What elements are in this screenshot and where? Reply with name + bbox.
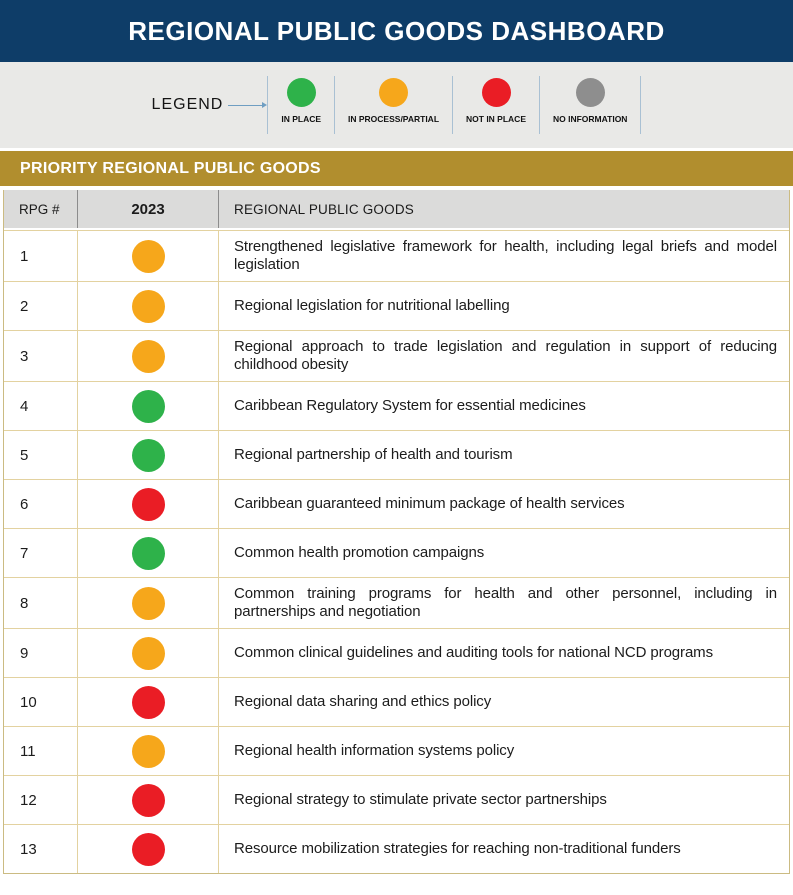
in-process-dot-icon	[132, 587, 165, 620]
rpg-number-cell: 13	[4, 825, 78, 873]
status-cell	[78, 382, 219, 430]
section-header-bar	[0, 151, 793, 186]
rpg-description-cell	[219, 578, 789, 628]
rpg-description: Common training programs for health and other personnel, including in partnerships and negotiation	[234, 585, 777, 620]
table-header-row	[4, 190, 789, 230]
status-cell	[78, 727, 219, 775]
rpg-description-cell	[219, 776, 789, 824]
status-cell	[78, 529, 219, 577]
status-cell	[78, 431, 219, 479]
status-cell	[78, 825, 219, 873]
table-row	[4, 775, 789, 824]
table-row	[4, 281, 789, 330]
legend-item	[334, 76, 452, 134]
rpg-description: Regional health information systems policy	[234, 742, 515, 759]
not-in-place-dot-icon	[482, 78, 511, 107]
status-cell	[78, 282, 219, 330]
rpg-description: Regional partnership of health and tourism	[234, 446, 513, 463]
rpg-description-cell	[219, 431, 789, 479]
rpg-number-cell: 9	[4, 629, 78, 677]
rpg-description: Regional data sharing and ethics policy	[234, 693, 492, 710]
legend-label: LEGEND	[151, 96, 224, 113]
rpg-number-cell: 12	[4, 776, 78, 824]
rpg-number-cell: 5	[4, 431, 78, 479]
column-header-rpg-number: RPG #	[4, 190, 78, 228]
table-row	[4, 726, 789, 775]
not-in-place-dot-icon	[132, 686, 165, 719]
status-cell	[78, 331, 219, 381]
in-process-dot-icon	[132, 340, 165, 373]
rpg-description: Regional legislation for nutritional labelling	[234, 297, 510, 314]
in-process-dot-icon	[379, 78, 408, 107]
table-body	[4, 230, 789, 873]
table-row	[4, 577, 789, 628]
not-in-place-dot-icon	[132, 488, 165, 521]
rpg-number-cell: 11	[4, 727, 78, 775]
in-place-dot-icon	[132, 537, 165, 570]
rpg-number-cell: 3	[4, 331, 78, 381]
rpg-description-cell	[219, 331, 789, 381]
rpg-number-cell: 2	[4, 282, 78, 330]
in-place-dot-icon	[132, 439, 165, 472]
table-row	[4, 330, 789, 381]
legend-items	[267, 76, 641, 134]
not-in-place-dot-icon	[132, 784, 165, 817]
dashboard-title-bar	[0, 0, 793, 62]
legend-item	[267, 76, 334, 134]
legend-bar	[0, 62, 793, 148]
rpg-description: Common health promotion campaigns	[234, 544, 485, 561]
legend-item-label: IN PROCESS/PARTIAL	[348, 114, 440, 124]
in-process-dot-icon	[132, 637, 165, 670]
legend-arrow-icon	[228, 102, 267, 108]
table-row	[4, 677, 789, 726]
rpg-description-cell	[219, 529, 789, 577]
table-row	[4, 230, 789, 281]
rpg-description-cell	[219, 282, 789, 330]
rpg-number-cell: 1	[4, 231, 78, 281]
no-information-dot-icon	[576, 78, 605, 107]
rpg-description: Common clinical guidelines and auditing tools for national NCD programs	[234, 644, 713, 661]
status-cell	[78, 578, 219, 628]
rpg-description-cell	[219, 231, 789, 281]
rpg-description-cell	[219, 678, 789, 726]
status-cell	[78, 776, 219, 824]
table-row	[4, 479, 789, 528]
legend-arrow-line	[228, 105, 262, 106]
rpg-description: Caribbean Regulatory System for essential medicines	[234, 397, 586, 414]
rpg-number-cell: 6	[4, 480, 78, 528]
rpg-description: Regional approach to trade legislation and regulation in support of reducing childhood obesity	[234, 338, 777, 373]
in-place-dot-icon	[132, 390, 165, 423]
page-title: REGIONAL PUBLIC GOODS DASHBOARD	[128, 15, 665, 46]
rpg-table	[3, 190, 790, 874]
rpg-number-cell: 10	[4, 678, 78, 726]
rpg-description-cell	[219, 629, 789, 677]
in-process-dot-icon	[132, 240, 165, 273]
status-cell	[78, 231, 219, 281]
legend-item	[452, 76, 539, 134]
legend-item-label: IN PLACE	[281, 114, 322, 124]
column-header-goods: REGIONAL PUBLIC GOODS	[234, 201, 414, 217]
not-in-place-dot-icon	[132, 833, 165, 866]
rpg-description-cell	[219, 727, 789, 775]
rpg-number-cell: 8	[4, 578, 78, 628]
rpg-number-cell: 4	[4, 382, 78, 430]
column-header-year: 2023	[78, 190, 219, 228]
legend-inner	[152, 76, 642, 134]
rpg-description-cell	[219, 825, 789, 873]
rpg-description: Regional strategy to stimulate private sector partnerships	[234, 791, 607, 808]
rpg-description-cell	[219, 382, 789, 430]
legend-item-label: NO INFORMATION	[553, 114, 628, 124]
in-place-dot-icon	[287, 78, 316, 107]
legend-item-label: NOT IN PLACE	[466, 114, 526, 124]
status-cell	[78, 480, 219, 528]
section-title: PRIORITY REGIONAL PUBLIC GOODS	[20, 159, 321, 177]
table-row	[4, 628, 789, 677]
in-process-dot-icon	[132, 735, 165, 768]
table-row	[4, 824, 789, 873]
rpg-description-cell	[219, 480, 789, 528]
table-row	[4, 381, 789, 430]
status-cell	[78, 629, 219, 677]
status-cell	[78, 678, 219, 726]
table-row	[4, 528, 789, 577]
rpg-description: Strengthened legislative framework for health, including legal briefs and model legislation	[234, 238, 777, 273]
rpg-description: Caribbean guaranteed minimum package of health services	[234, 495, 625, 512]
legend-item	[539, 76, 641, 134]
in-process-dot-icon	[132, 290, 165, 323]
rpg-number-cell: 7	[4, 529, 78, 577]
rpg-description: Resource mobilization strategies for reaching non-traditional funders	[234, 840, 681, 857]
table-row	[4, 430, 789, 479]
